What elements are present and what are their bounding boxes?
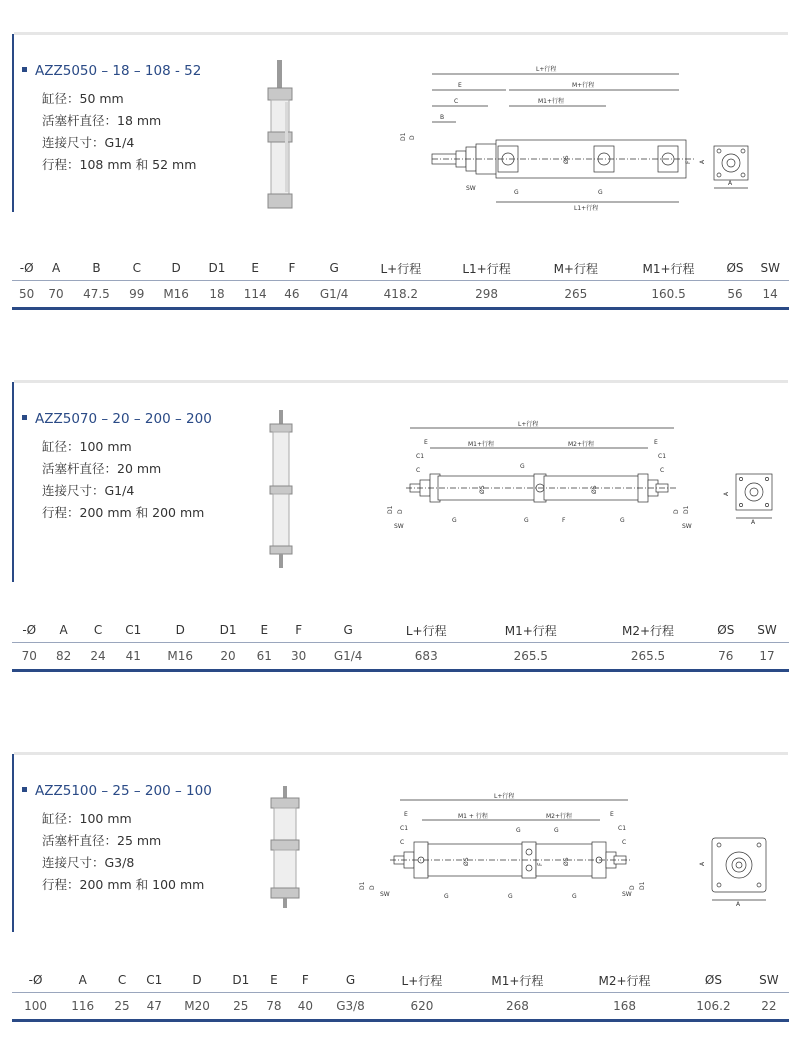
table-header: L+行程 [380, 968, 464, 993]
table-header: C1 [115, 618, 151, 643]
table-cell: G1/4 [316, 643, 380, 671]
dim-label-m1: M1 + 行程 [458, 813, 488, 820]
table-header: M+行程 [533, 256, 618, 281]
table-cell: 418.2 [362, 281, 440, 309]
dim-label-f: F [685, 160, 692, 164]
dim-label-sw-right: SW [682, 523, 692, 530]
dim-label-g-top-1: G [516, 827, 521, 834]
dim-label-f: F [537, 862, 544, 866]
dim-label-a-bottom: A [751, 519, 756, 526]
table-header: D1 [201, 256, 233, 281]
dim-label-d-right: D [629, 885, 636, 890]
dim-label-g-2: G [508, 893, 513, 900]
table-cell: M20 [171, 993, 224, 1021]
dim-label-d-right: D [673, 509, 680, 514]
spec-rod-diameter: 活塞杆直径：20 mm [42, 461, 162, 476]
dim-label-g-3: G [572, 893, 577, 900]
cylinder-photo [258, 58, 302, 214]
section-accent-bar [12, 34, 14, 212]
spec-connection: 连接尺寸：G1/4 [42, 135, 135, 150]
table-cell: 82 [46, 643, 80, 671]
dim-label-m1: M1+行程 [538, 98, 565, 105]
dim-label-d1-left: D1 [359, 881, 366, 890]
table-cell: 265.5 [472, 643, 589, 671]
spec-rod-diameter: 活塞杆直径：18 mm [42, 113, 162, 128]
dim-label-l: L+行程 [518, 421, 539, 428]
table-header: D [171, 968, 224, 993]
dim-label-d1: D1 [400, 132, 407, 141]
table-header: F [277, 256, 306, 281]
dim-label-a-bottom: A [736, 901, 741, 908]
table-cell: 620 [380, 993, 464, 1021]
table-header: M2+行程 [571, 968, 678, 993]
dim-label-c-left: C [416, 467, 421, 474]
dim-label-c1-right: C1 [618, 825, 627, 832]
dim-label-s-right: ØS [591, 485, 598, 494]
table-header: D1 [209, 618, 247, 643]
table-cell: G1/4 [307, 281, 362, 309]
table-header-row [12, 256, 789, 281]
dim-label-e-right: E [610, 811, 614, 818]
table-cell: 160.5 [619, 281, 719, 309]
product-title-text: AZZ5100 – 25 – 200 – 100 [35, 783, 212, 799]
dim-label-c1-left: C1 [400, 825, 409, 832]
product-title [22, 411, 212, 427]
table-cell: 268 [464, 993, 571, 1021]
table-cell: 50 [12, 281, 41, 309]
dim-label-g-1: G [444, 893, 449, 900]
table-header: D [151, 618, 209, 643]
table-cell: 70 [12, 643, 46, 671]
table-header-row [12, 968, 789, 993]
table-header: F [290, 968, 321, 993]
spec-connection: 连接尺寸：G3/8 [42, 855, 135, 870]
bullet-square-icon [22, 415, 27, 420]
table-header: ØS [707, 618, 745, 643]
dim-label-a-side: A [699, 159, 706, 164]
dim-label-l1: L1+行程 [574, 205, 599, 212]
dim-label-l: L+行程 [494, 793, 515, 800]
table-header: -Ø [12, 618, 46, 643]
table-cell: 168 [571, 993, 678, 1021]
table-header: D [152, 256, 201, 281]
table-header: A [46, 618, 80, 643]
table-cell: 47 [138, 993, 171, 1021]
dim-label-d1-left: D1 [387, 505, 394, 514]
technical-drawing [360, 792, 780, 918]
table-cell: M16 [151, 643, 209, 671]
spec-bore: 缸径：100 mm [42, 811, 132, 826]
table-cell: 46 [277, 281, 306, 309]
product-title-text: AZZ5070 – 20 – 200 – 200 [35, 411, 212, 427]
product-section-2 [0, 380, 800, 680]
dim-label-s-left: ØS [479, 485, 486, 494]
spec-stroke: 行程：108 mm 和 52 mm [42, 157, 197, 172]
product-specs [42, 88, 196, 176]
dim-label-m2: M2+行程 [546, 813, 573, 820]
dim-label-s-right: ØS [563, 857, 570, 866]
table-cell: M16 [152, 281, 201, 309]
spec-connection: 连接尺寸：G1/4 [42, 483, 135, 498]
table-cell: 41 [115, 643, 151, 671]
dim-label-g-1: G [452, 517, 457, 524]
dim-label-c1-left: C1 [416, 453, 425, 460]
spec-bore: 缸径：50 mm [42, 91, 124, 106]
table-header: C1 [138, 968, 171, 993]
spec-table [12, 968, 789, 1022]
dim-label-s-left: ØS [463, 857, 470, 866]
table-header: G [307, 256, 362, 281]
table-header: G [321, 968, 380, 993]
table-row [12, 993, 789, 1021]
section-divider [14, 380, 788, 383]
product-title-text: AZZ5050 – 18 – 108 - 52 [35, 63, 202, 79]
table-cell: 76 [707, 643, 745, 671]
table-header: M1+行程 [464, 968, 571, 993]
table-cell: 17 [745, 643, 789, 671]
table-cell: 30 [281, 643, 315, 671]
table-header-row [12, 618, 789, 643]
table-cell: 40 [290, 993, 321, 1021]
dim-label-c-right: C [622, 839, 627, 846]
dim-label-sw-right: SW [622, 891, 632, 898]
section-divider [14, 32, 788, 35]
technical-drawing [396, 62, 758, 212]
table-header: C [81, 618, 115, 643]
table-header: E [258, 968, 289, 993]
table-cell: 18 [201, 281, 233, 309]
table-header: C [122, 256, 151, 281]
dim-label-b: B [440, 114, 445, 121]
dim-label-e: E [458, 82, 462, 89]
table-header: M2+行程 [589, 618, 706, 643]
table-header: A [41, 256, 70, 281]
section-divider [14, 752, 788, 755]
dim-label-g-2: G [524, 517, 529, 524]
table-header: M1+行程 [619, 256, 719, 281]
table-cell: 20 [209, 643, 247, 671]
table-cell: 265.5 [589, 643, 706, 671]
table-cell: 116 [59, 993, 106, 1021]
table-header: SW [751, 256, 789, 281]
cylinder-photo [266, 784, 304, 910]
table-cell: 24 [81, 643, 115, 671]
table-header: A [59, 968, 106, 993]
spec-stroke: 行程：200 mm 和 100 mm [42, 877, 205, 892]
spec-table [12, 256, 789, 310]
table-cell: 25 [223, 993, 258, 1021]
table-cell: 78 [258, 993, 289, 1021]
table-header: SW [749, 968, 789, 993]
spec-rod-diameter: 活塞杆直径：25 mm [42, 833, 162, 848]
dim-label-a-side: A [723, 491, 730, 496]
table-cell: 114 [233, 281, 277, 309]
cylinder-photo [262, 408, 300, 570]
table-cell: 106.2 [678, 993, 749, 1021]
dim-label-sw-left: SW [380, 891, 390, 898]
product-section-3 [0, 752, 800, 1052]
product-title [22, 783, 212, 799]
table-header: -Ø [12, 968, 59, 993]
table-cell: 100 [12, 993, 59, 1021]
dim-label-s: ØS [563, 155, 570, 164]
table-cell: 22 [749, 993, 789, 1021]
table-header: L1+行程 [440, 256, 533, 281]
bullet-square-icon [22, 787, 27, 792]
table-header: F [281, 618, 315, 643]
dim-label-d-left: D [369, 885, 376, 890]
table-cell: 265 [533, 281, 618, 309]
table-row [12, 281, 789, 309]
table-header: B [71, 256, 122, 281]
dim-label-g1: G [514, 189, 519, 196]
section-accent-bar [12, 754, 14, 932]
section-accent-bar [12, 382, 14, 582]
dim-label-a-bottom: A [728, 180, 733, 187]
table-header: D1 [223, 968, 258, 993]
table-header: L+行程 [362, 256, 440, 281]
dim-label-c-right: C [660, 467, 665, 474]
dim-label-c1-right: C1 [658, 453, 667, 460]
table-header: L+行程 [380, 618, 472, 643]
dim-label-d: D [409, 135, 416, 140]
spec-table [12, 618, 789, 672]
table-header: E [233, 256, 277, 281]
dim-label-c-left: C [400, 839, 405, 846]
table-row [12, 643, 789, 671]
table-header: G [316, 618, 380, 643]
dim-label-f: F [562, 517, 566, 524]
dim-label-m: M+行程 [572, 82, 595, 89]
dim-label-g2: G [598, 189, 603, 196]
spec-bore: 缸径：100 mm [42, 439, 132, 454]
table-header: C [106, 968, 137, 993]
dim-label-e-left: E [424, 439, 428, 446]
dim-label-m2: M2+行程 [568, 441, 595, 448]
dim-label-c: C [454, 98, 459, 105]
table-cell: 683 [380, 643, 472, 671]
dim-label-g-top-2: G [554, 827, 559, 834]
table-cell: G3/8 [321, 993, 380, 1021]
table-cell: 298 [440, 281, 533, 309]
product-title [22, 63, 201, 79]
dim-label-e-left: E [404, 811, 408, 818]
dim-label-g-top: G [520, 463, 525, 470]
table-header: E [247, 618, 281, 643]
product-section-1 [0, 32, 800, 312]
table-header: ØS [719, 256, 752, 281]
bullet-square-icon [22, 67, 27, 72]
dim-label-sw-left: SW [394, 523, 404, 530]
table-cell: 61 [247, 643, 281, 671]
technical-drawing [386, 420, 778, 540]
dim-label-l: L+行程 [536, 66, 557, 73]
dim-label-sw: SW [466, 185, 476, 192]
table-header: SW [745, 618, 789, 643]
table-cell: 14 [751, 281, 789, 309]
dim-label-d-left: D [397, 509, 404, 514]
table-header: ØS [678, 968, 749, 993]
table-cell: 56 [719, 281, 752, 309]
dim-label-a-side: A [699, 861, 706, 866]
table-cell: 25 [106, 993, 137, 1021]
table-cell: 99 [122, 281, 151, 309]
dim-label-d1-right: D1 [683, 505, 690, 514]
product-specs [42, 808, 204, 896]
table-header: M1+行程 [472, 618, 589, 643]
product-specs [42, 436, 204, 524]
dim-label-d1-right: D1 [639, 881, 646, 890]
table-cell: 70 [41, 281, 70, 309]
dim-label-g-3: G [620, 517, 625, 524]
table-header: -Ø [12, 256, 41, 281]
table-cell: 47.5 [71, 281, 122, 309]
dim-label-m1: M1+行程 [468, 441, 495, 448]
dim-label-e-right: E [654, 439, 658, 446]
spec-stroke: 行程：200 mm 和 200 mm [42, 505, 205, 520]
